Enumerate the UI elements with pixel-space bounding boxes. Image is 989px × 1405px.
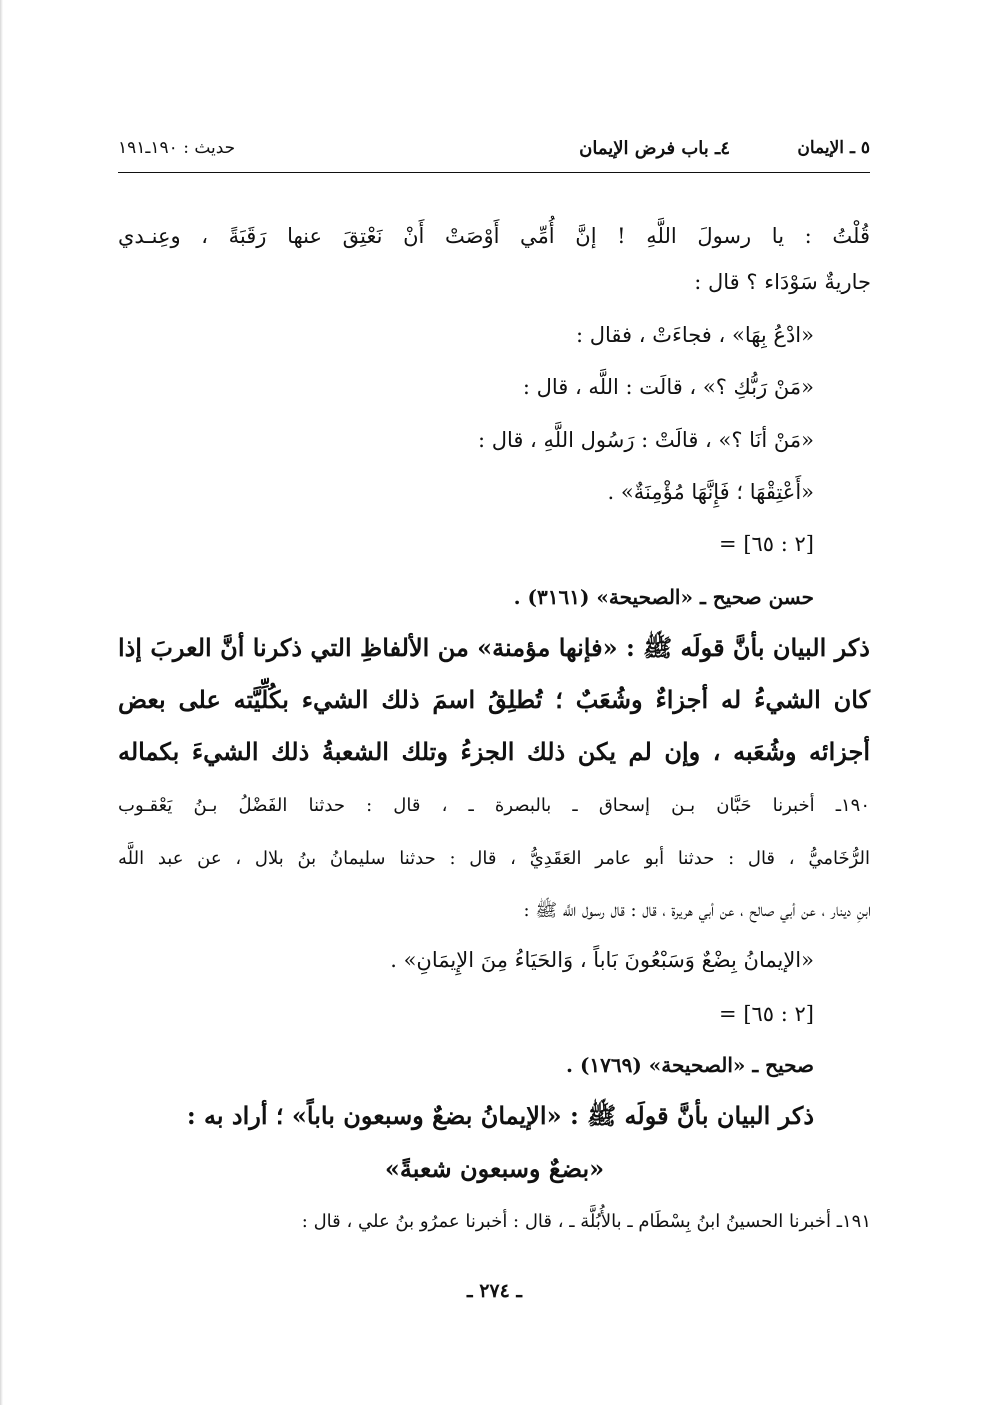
isnad-line-1: ١٩٠ـ أخبرنا حَبَّان بـن إسحاق ـ بالبصرة ـ ، قال : حدثنا الفَضْلُ بـنُ يَعْقـوب [118, 795, 870, 816]
chapter-heading-1c: أجزائه وشُعَبه ، وإن لم يكن ذلك الجزءُ وتلك الشعبةُ ذلك الشيءَ بكماله [118, 737, 870, 766]
isnad-line-4: ١٩١ـ أخبرنا الحسينُ ابنُ بِسْطَام ـ بالأُبُلَّة ـ ، قال : أخبرنا عمرُو بنُ علي ، قال : [301, 1211, 871, 1232]
chapter-heading-1b: كان الشيءُ له أجزاءٌ وشُعَبٌ ؛ تُطلِقُ اسمَ ذلك الشيء بكُلِّيَّته على بعض [118, 685, 870, 714]
quote-line-1: «ادْعُ بِهَا» ، فجاءَتْ ، فقال : [576, 323, 814, 347]
chapter-heading-2a: ذكر البيان بأنَّ قولَه ﷺ : «الإيمانُ بضعٌ وسبعون باباً» ؛ أراد به : [186, 1101, 814, 1130]
isnad-line-3: ابنِ دينار ، عن أبي صالح ، عن أبي هريرة ، قال : قال رسول اللَّه ﷺ : [523, 900, 871, 921]
quote-line-2: «مَنْ رَبُّكِ ؟» ، قالَت : اللَّه ، قال : [522, 375, 814, 399]
chapter-heading-2b: «بضعٌ وسبعون شعبةً» [384, 1154, 605, 1183]
grading-1: حسن صحيح ـ «الصحيحة» (٣١٦١) . [513, 585, 814, 609]
chapter-heading-1a: ذكر البيان بأنَّ قولَه ﷺ : «فإنها مؤمنة» من الألفاظِ التي ذكرنا أنَّ العربَ إذا [117, 633, 870, 662]
reference-1: [٢ : ٦٥] = [719, 532, 814, 556]
header-divider [118, 172, 870, 173]
quote-line-3: «مَنْ أنَا ؟» ، قالَتْ : رَسُول اللَّهِ ، قال : [477, 428, 814, 452]
header-chapter: ٥ ـ الإيمان [797, 138, 870, 158]
header-hadith-range: حديث : ١٩٠ـ١٩١ [118, 138, 236, 158]
quote-line-4: «أَعْتِقْهَا ؛ فَإِنَّهَا مُؤْمِنَةٌ» . [607, 480, 814, 504]
header-section: ٤ـ باب فرض الإيمان [579, 138, 730, 159]
reference-2: [٢ : ٦٥] = [719, 1002, 814, 1026]
page-number: ـ ٢٧٤ ـ [467, 1280, 522, 1302]
running-header [118, 136, 870, 170]
grading-2: صحيح ـ «الصحيحة» (١٧٦٩) . [566, 1053, 814, 1077]
scan-edge [0, 0, 3, 1405]
isnad-line-2: الرُّخَاميُّ ، قال : حدثنا أبو عامر العَقَدِيُّ ، قال : حدثنا سليمانُ بنُ بلال ، عن عبد اللَّه [118, 848, 870, 869]
body-line-1: قُلْتُ : يا رسولَ اللَّهِ ! إنَّ أُمِّي أَوْصَتْ أَنْ نَعْتِقَ عنها رَقَبَةً ، وعِنـدي [118, 224, 870, 248]
body-line-2: جاريةٌ سَوْدَاء ؟ قال : [694, 270, 871, 294]
quote-line-5: «الإيمانُ بِضْعٌ وَسَبْعُونَ بَاباً ، وَالحَيَاءُ مِنَ الإِيمَانِ» . [390, 948, 814, 972]
